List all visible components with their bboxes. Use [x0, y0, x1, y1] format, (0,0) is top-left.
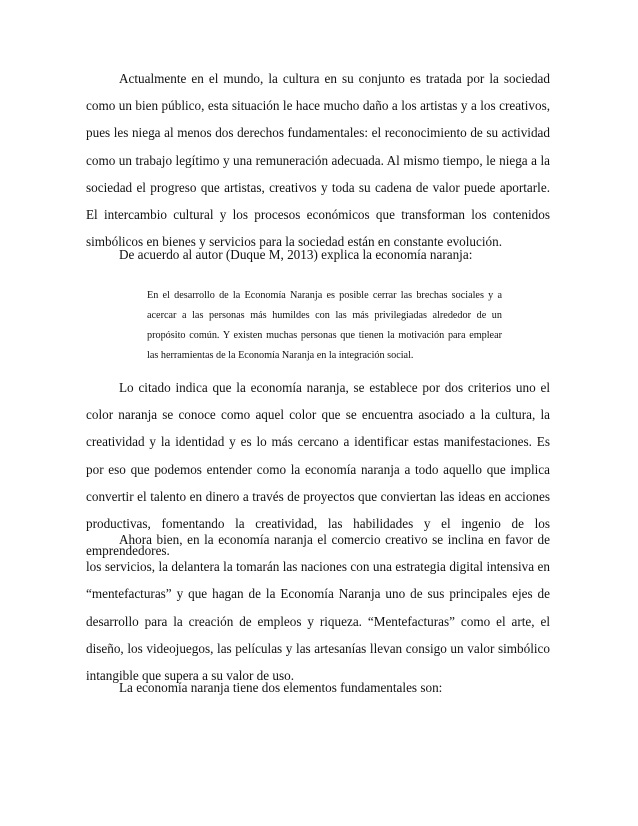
- paragraph-citado: Lo citado indica que la economía naranja, se establece por dos criterios uno el color naranja se conoce como aquel color que se encuentra asociado a la cultura, la creatividad y la identidad y es lo más cercano a identificar estas manifestaciones. Es por eso que podemos entender como la economía naranja a todo aquello que implica convertir el talento en dinero a través de proyectos que conviertan las ideas en acciones productivas, fomentando la creatividad, las habilidades y el ingenio de los emprendedores.: [86, 380, 550, 559]
- paragraph-elementos: La economía naranja tiene dos elementos fundamentales son:: [119, 680, 443, 695]
- paragraph-cita-intro: De acuerdo al autor (Duque M, 2013) explica la economía naranja:: [119, 247, 473, 262]
- paragraph-cultura: Actualmente en el mundo, la cultura en su conjunto es tratada por la sociedad como un bien público, esta situación le hace mucho daño a los artistas y a los creativos, pues les niega al menos dos derechos fundamentales: el reconocimiento de su actividad como un trabajo legítimo y una remuneración adecuada. Al mismo tiempo, le niega a la sociedad el progreso que artistas, creativos y toda su cadena de valor puede aportarle. El intercambio cultural y los procesos económicos que transforman los contenidos simbólicos en bienes y servicios para la sociedad están en constante evolución.: [86, 71, 550, 250]
- paragraph-ahora-bien: Ahora bien, en la economía naranja el comercio creativo se inclina en favor de los servicios, la delantera la tomarán las naciones con una estrategia digital intensiva en “mentefacturas” y que hagan de la Economía Naranja uno de sus principales ejes de desarrollo para la creación de empleos y riqueza. “Mentefacturas” como el arte, el diseño, los videojuegos, las películas y las artesanías llevan consigo un valor simbólico intangible que supera a su valor de uso.: [86, 532, 550, 684]
- block-quote: En el desarrollo de la Economía Naranja es posible cerrar las brechas sociales y a acercar a las personas más humildes con las más privilegiadas alrededor de un propósito común. Y existen muchas personas que tienen la motivación para emplear las herramientas de la Economía Naranja en la integración social.: [147, 290, 502, 361]
